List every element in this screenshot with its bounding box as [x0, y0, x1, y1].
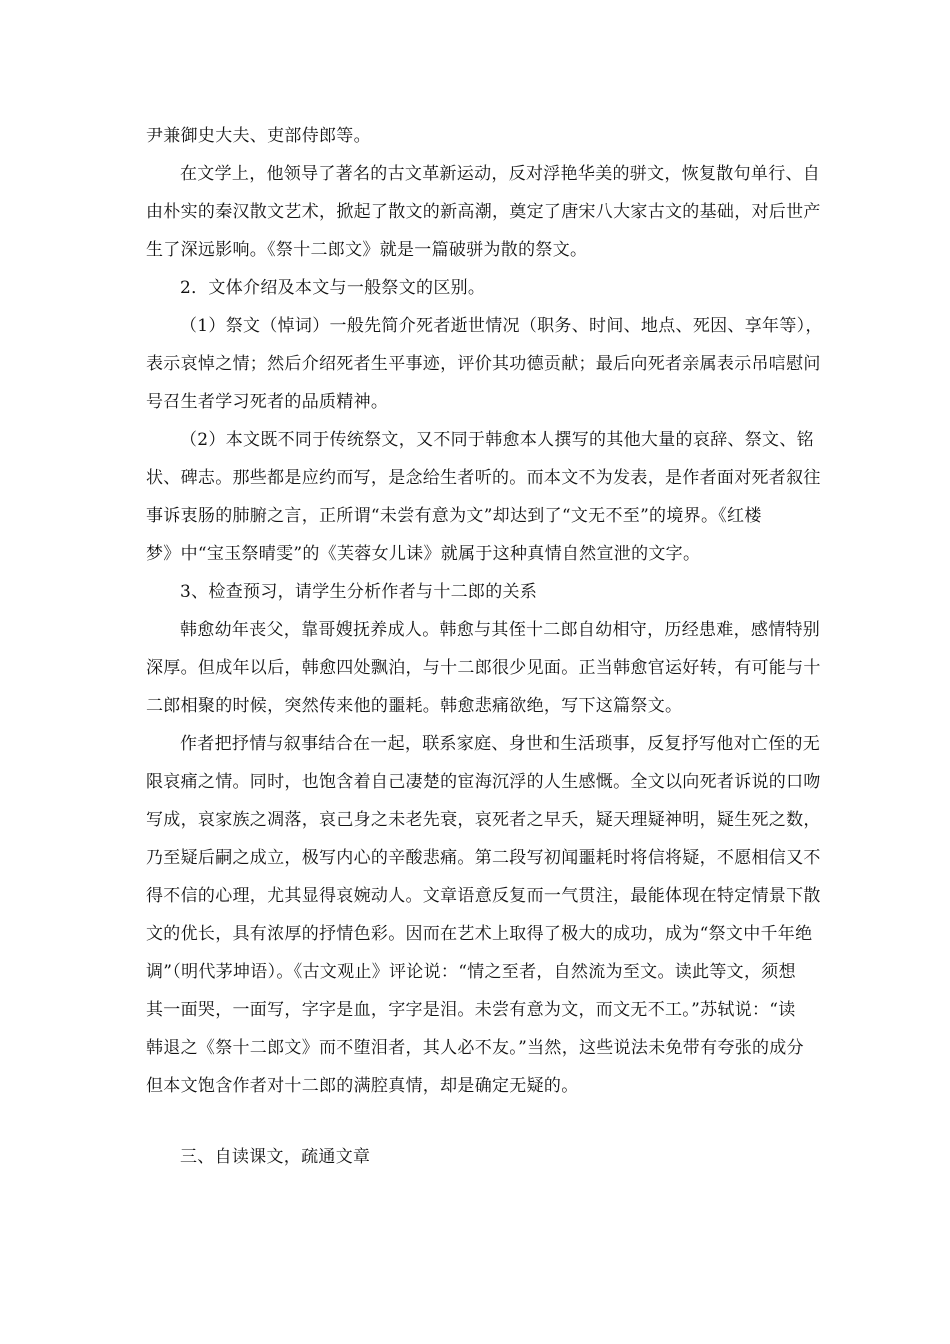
text-line: 写成，哀家族之凋落，哀己身之未老先衰，哀死者之早夭，疑天理疑神明，疑生死之数，	[146, 810, 821, 830]
text-line: 乃至疑后嗣之成立，极写内心的辛酸悲痛。第二段写初闻噩耗时将信将疑，不愿相信又不	[146, 848, 821, 868]
text-line: 但本文饱含作者对十二郎的满腔真情，却是确定无疑的。	[146, 1076, 579, 1096]
text-line: 号召生者学习死者的品质精神。	[146, 392, 389, 412]
text-line: 尹兼御史大夫、吏部侍郎等。	[146, 126, 371, 146]
paragraph-start: 在文学上，他领导了著名的古文革新运动，反对浮艳华美的骈文，恢复散句单行、自	[180, 164, 821, 184]
text-line: 限哀痛之情。同时，也饱含着自己凄楚的宦海沉浮的人生感慨。全文以向死者诉说的口吻	[146, 772, 821, 792]
text-line: 生了深远影响。《祭十二郎文》就是一篇破骈为散的祭文。	[146, 240, 588, 260]
paragraph-start: 作者把抒情与叙事结合在一起，联系家庭、身世和生活琐事，反复抒写他对亡侄的无	[180, 734, 821, 754]
text-line: 其一面哭，一面写，字字是血，字字是泪。未尝有意为文，而文无不工。”苏轼说：“读	[146, 1000, 796, 1020]
section-heading: 2．文体介绍及本文与一般祭文的区别。	[180, 278, 486, 298]
text-line: 调”（明代茅坤语）。《古文观止》评论说：“情之至者，自然流为至文。读此等文，须想	[146, 962, 796, 982]
text-line: 梦》中“宝玉祭晴雯”的《芙蓉女儿诔》就属于这种真情自然宣泄的文字。	[146, 544, 701, 564]
text-line: 由朴实的秦汉散文艺术，掀起了散文的新高潮，奠定了唐宋八大家古文的基础，对后世产	[146, 202, 821, 222]
text-line: 韩退之《祭十二郎文》而不堕泪者，其人必不友。”当然，这些说法未免带有夸张的成分	[146, 1038, 804, 1058]
section-heading: 3、检查预习，请学生分析作者与十二郎的关系	[180, 582, 538, 602]
text-line: 表示哀悼之情；然后介绍死者生平事迹，评价其功德贡献；最后向死者亲属表示吊唁慰问	[146, 354, 821, 374]
text-line: 文的优长，具有浓厚的抒情色彩。因而在艺术上取得了极大的成功，成为“祭文中千年绝	[146, 924, 813, 944]
paragraph-start: （2）本文既不同于传统祭文，又不同于韩愈本人撰写的其他大量的哀辞、祭文、铭	[180, 430, 814, 450]
text-line: 状、碑志。那些都是应约而写，是念给生者听的。而本文不为发表，是作者面对死者叙往	[146, 468, 821, 488]
text-line: 事诉衷肠的肺腑之言，正所谓“未尝有意为文”却达到了“文无不至”的境界。《红楼	[146, 506, 762, 526]
text-line: 深厚。但成年以后，韩愈四处飘泊，与十二郎很少见面。正当韩愈官运好转，有可能与十	[146, 658, 821, 678]
text-line: 得不信的心理，尤其显得哀婉动人。文章语意反复而一气贯注，最能体现在特定情景下散	[146, 886, 821, 906]
paragraph-start: 韩愈幼年丧父，靠哥嫂抚养成人。韩愈与其侄十二郎自幼相守，历经患难，感情特别	[180, 620, 821, 640]
section-heading: 三、自读课文，疏通文章	[180, 1147, 371, 1167]
text-line: 二郎相聚的时候，突然传来他的噩耗。韩愈悲痛欲绝，写下这篇祭文。	[146, 696, 683, 716]
paragraph-start: （1）祭文（悼词）一般先简介死者逝世情况（职务、时间、地点、死因、享年等），	[180, 316, 823, 336]
